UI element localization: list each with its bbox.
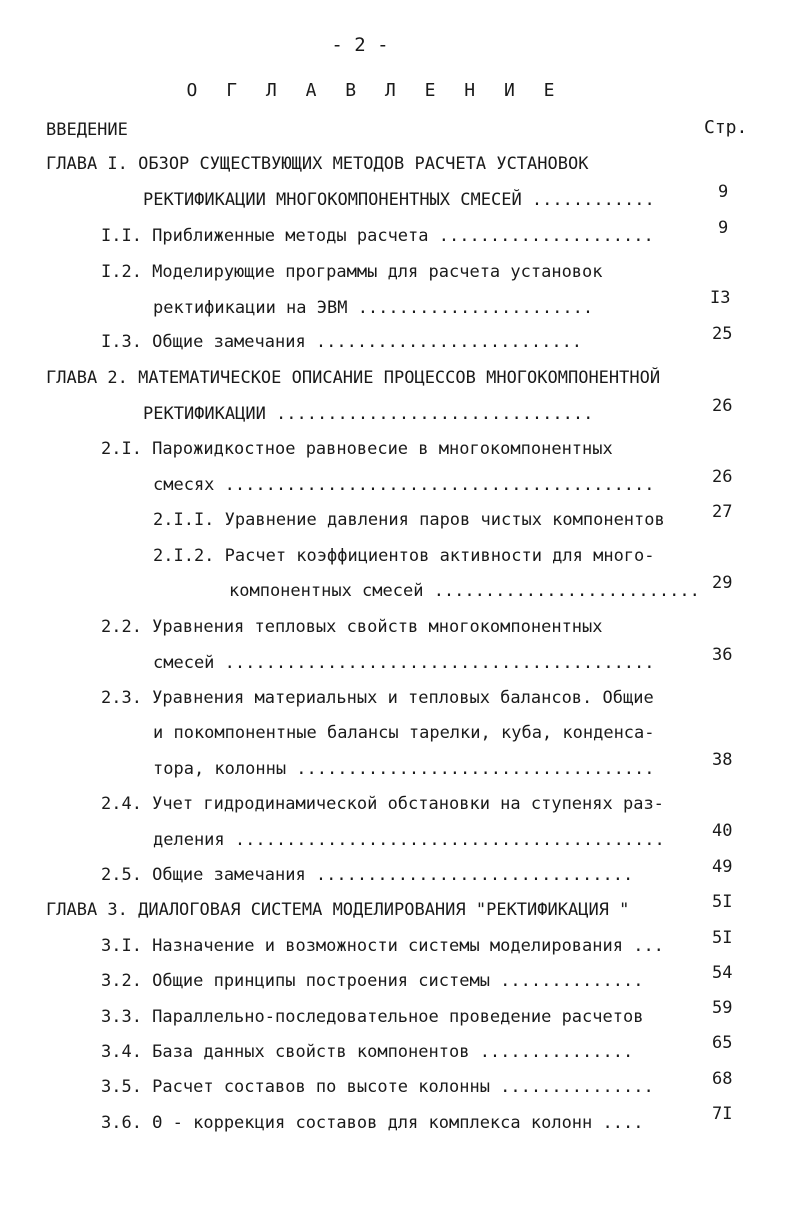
toc-section-2-3-line-2: и покомпонентные балансы тарелки, куба, конденса- [153, 723, 655, 743]
page-column-label: Стр. [704, 117, 748, 138]
toc-section-3-3: 3.3. Параллельно-последовательное проведение расчетов [101, 1007, 644, 1027]
toc-section-3-5-page: 68 [712, 1069, 733, 1089]
toc-section-3-1-page: 5I [712, 928, 733, 948]
toc-section-2-1-line-2: смесях .......................................... [153, 475, 655, 495]
toc-section-2-3-page: 38 [712, 750, 733, 770]
toc-chapter-3-page: 5I [712, 892, 733, 912]
toc-section-2-1-1: 2.I.I. Уравнение давления паров чистых компонентов [153, 510, 665, 530]
toc-section-3-2-page: 54 [712, 963, 733, 983]
toc-section-2-1-page: 26 [712, 467, 733, 487]
page-number: - 2 - [331, 34, 389, 56]
toc-section-3-2: 3.2. Общие принципы построения системы .............. [101, 971, 644, 991]
intro-label: ВВЕДЕНИЕ [46, 120, 128, 140]
toc-chapter-2-line-1: ГЛАВА 2. МАТЕМАТИЧЕСКОЕ ОПИСАНИЕ ПРОЦЕССОВ МНОГОКОМПОНЕНТНОЙ [46, 368, 661, 388]
toc-section-2-4-line-2: деления .......................................... [153, 830, 665, 850]
toc-title: О Г Л А В Л Е Н И Е [186, 80, 564, 101]
toc-section-2-1-1-page: 27 [712, 502, 733, 522]
toc-section-2-2-line-2: смесей .......................................... [153, 653, 655, 673]
toc-section-1-2-page: I3 [710, 288, 731, 308]
toc-section-2-1-line-1: 2.I. Парожидкостное равновесие в многокомпонентных [101, 439, 613, 459]
toc-section-2-1-2-page: 29 [712, 573, 733, 593]
toc-section-2-1-2-line-1: 2.I.2. Расчет коэффициентов активности для много- [153, 546, 655, 566]
toc-section-2-3-line-1: 2.3. Уравнения материальных и тепловых балансов. Общие [101, 688, 654, 708]
toc-section-2-2-page: 36 [712, 645, 733, 665]
toc-chapter-3: ГЛАВА 3. ДИАЛОГОВАЯ СИСТЕМА МОДЕЛИРОВАНИЯ "РЕКТИФИКАЦИЯ " [46, 900, 630, 920]
toc-section-3-4-page: 65 [712, 1033, 733, 1053]
toc-section-2-5: 2.5. Общие замечания ............................... [101, 865, 634, 885]
toc-section-3-4: 3.4. База данных свойств компонентов ............... [101, 1042, 634, 1062]
toc-section-3-3-page: 59 [712, 998, 733, 1018]
toc-section-1-3: I.3. Общие замечания .......................... [101, 332, 583, 352]
toc-section-2-4-page: 40 [712, 821, 733, 841]
toc-chapter-2-line-2: РЕКТИФИКАЦИИ ............................... [143, 404, 594, 424]
toc-section-2-1-2-line-2: компонентных смесей .......................... [229, 581, 700, 601]
toc-section-3-6-page: 7I [712, 1104, 733, 1124]
toc-chapter-1-line-1: ГЛАВА I. ОБЗОР СУЩЕСТВУЮЩИХ МЕТОДОВ РАСЧЕТА УСТАНОВОК [46, 154, 589, 174]
toc-section-1-1: I.I. Приближенные методы расчета ..................... [101, 226, 654, 246]
toc-section-1-2-line-2: ректификации на ЭВМ ....................... [153, 298, 594, 318]
toc-section-2-4-line-1: 2.4. Учет гидродинамической обстановки на ступенях раз- [101, 794, 664, 814]
toc-section-2-2-line-1: 2.2. Уравнения тепловых свойств многокомпонентных [101, 617, 603, 637]
toc-section-2-5-page: 49 [712, 857, 733, 877]
toc-chapter-1-line-2: РЕКТИФИКАЦИИ МНОГОКОМПОНЕНТНЫХ СМЕСЕЙ ............ [143, 190, 655, 210]
toc-section-3-5: 3.5. Расчет составов по высоте колонны ............... [101, 1077, 654, 1097]
toc-section-2-3-line-3: тора, колонны ................................... [153, 759, 655, 779]
toc-section-3-6: 3.6. Θ - коррекция составов для комплекса колонн .... [101, 1113, 644, 1133]
toc-chapter-1-page: 9 [718, 182, 729, 202]
toc-section-3-1: 3.I. Назначение и возможности системы моделирования ... [101, 936, 664, 956]
toc-chapter-2-page: 26 [712, 396, 733, 416]
toc-section-1-3-page: 25 [712, 324, 733, 344]
toc-section-1-1-page: 9 [718, 218, 729, 238]
toc-section-1-2-line-1: I.2. Моделирующие программы для расчета установок [101, 262, 603, 282]
